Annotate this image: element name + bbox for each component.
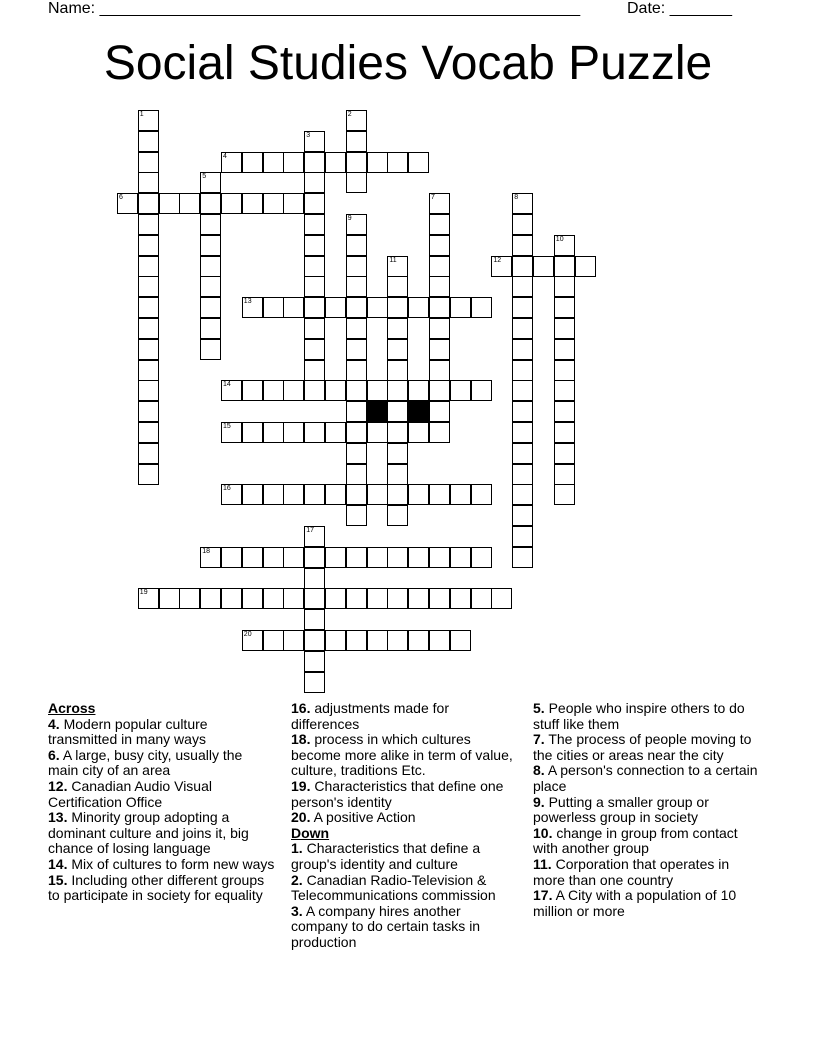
grid-cell[interactable]: [283, 193, 304, 214]
grid-cell[interactable]: [346, 484, 367, 505]
grid-cell[interactable]: [283, 380, 304, 401]
down-heading: Down: [291, 824, 330, 841]
grid-cell[interactable]: [429, 484, 450, 505]
grid-cell[interactable]: [408, 630, 429, 651]
clue-across-4: 4. Modern popular culture transmitted in many ways: [48, 715, 208, 748]
clue-number: 1: [139, 111, 144, 118]
grid-cell[interactable]: [304, 651, 325, 672]
clue-down-17: 17. A City with a population of 10 million or more: [533, 887, 737, 919]
clue-down-5: 5. People who inspire others to do stuff like them: [533, 700, 745, 732]
grid-cell[interactable]: [179, 193, 200, 214]
grid-cell[interactable]: [554, 464, 575, 485]
grid-cell[interactable]: [200, 214, 221, 235]
grid-cell[interactable]: [408, 297, 429, 318]
clue-number: 14: [223, 381, 231, 389]
clue-number: 17: [306, 527, 314, 534]
grid-cell[interactable]: [471, 484, 492, 505]
clue-number: 11: [389, 256, 397, 264]
grid-cell[interactable]: [408, 380, 429, 401]
grid-cell[interactable]: [242, 547, 263, 568]
grid-cell[interactable]: [325, 588, 346, 609]
grid-cell[interactable]: [325, 297, 346, 318]
grid-cell[interactable]: [138, 588, 159, 609]
grid-cell[interactable]: [408, 547, 429, 568]
clue-across-13: 13. Minority group adopting a dominant culture and joins it, big chance of losing language: [48, 809, 249, 857]
grid-cell[interactable]: [221, 380, 242, 401]
grid-cell[interactable]: [554, 380, 575, 401]
grid-cell[interactable]: [263, 484, 284, 505]
grid-cell[interactable]: [346, 505, 367, 526]
grid-cell[interactable]: [387, 297, 408, 318]
grid-cell[interactable]: [450, 588, 471, 609]
grid-cell[interactable]: [450, 547, 471, 568]
grid-cell[interactable]: [408, 422, 429, 443]
grid-cell[interactable]: [325, 547, 346, 568]
clue-down-3: 3. A company hires another company to do certain tasks in production: [291, 902, 481, 950]
clue-down-10: 10. change in group from contact with another group: [533, 824, 738, 857]
grid-cell[interactable]: [138, 318, 159, 339]
grid-cell[interactable]: [387, 443, 408, 464]
grid-cell[interactable]: [200, 339, 221, 360]
grid-cell[interactable]: [138, 152, 159, 173]
grid-cell[interactable]: [138, 443, 159, 464]
grid-cell[interactable]: [429, 339, 450, 360]
grid-cell[interactable]: [512, 318, 533, 339]
grid-cell[interactable]: [450, 484, 471, 505]
grid-cell[interactable]: [554, 235, 575, 256]
grid-cell[interactable]: [512, 193, 533, 214]
grid-cell[interactable]: [429, 318, 450, 339]
grid-cell[interactable]: [554, 484, 575, 505]
grid-cell[interactable]: [325, 484, 346, 505]
grid-cell[interactable]: [512, 214, 533, 235]
grid-cell[interactable]: [200, 547, 221, 568]
grid-cell[interactable]: [242, 380, 263, 401]
grid-cell[interactable]: [221, 588, 242, 609]
grid-cell[interactable]: [263, 152, 284, 173]
grid-cell[interactable]: [387, 256, 408, 277]
grid-cell[interactable]: [138, 297, 159, 318]
grid-cell[interactable]: [304, 214, 325, 235]
grid-cell[interactable]: [429, 235, 450, 256]
grid-cell[interactable]: [346, 339, 367, 360]
grid-cell[interactable]: [138, 235, 159, 256]
clue-number: 7: [431, 194, 435, 202]
grid-cell[interactable]: [200, 318, 221, 339]
clue-number: 19: [139, 589, 148, 597]
grid-cell[interactable]: [304, 609, 325, 630]
grid-cell[interactable]: [554, 339, 575, 360]
grid-cell[interactable]: [408, 588, 429, 609]
grid-cell[interactable]: [283, 547, 304, 568]
grid-cell[interactable]: [387, 422, 408, 443]
grid-cell[interactable]: [242, 297, 263, 318]
clue-across-20: 20. A positive Action: [291, 809, 416, 826]
grid-cell[interactable]: [346, 630, 367, 651]
grid-cell[interactable]: [346, 110, 367, 131]
grid-cell[interactable]: [367, 547, 388, 568]
grid-cell[interactable]: [429, 276, 450, 297]
grid-cell[interactable]: [450, 630, 471, 651]
grid-cell[interactable]: [367, 588, 388, 609]
clue-down-2: 2. Canadian Radio-Television & Telecommunications commission: [291, 871, 496, 904]
clue-across-15: 15. Including other different groups to participate in society for equality: [48, 871, 265, 904]
clue-number: 6: [119, 194, 123, 202]
grid-cell[interactable]: [429, 588, 450, 609]
grid-cell[interactable]: [346, 256, 367, 277]
grid-cell[interactable]: [491, 256, 512, 277]
grid-cell[interactable]: [304, 630, 325, 651]
clue-number: 15: [223, 423, 231, 430]
clue-down-8: 8. A person's connection to a certain place: [533, 762, 758, 794]
grid-cell[interactable]: [429, 547, 450, 568]
grid-cell[interactable]: [450, 297, 471, 318]
grid-cell[interactable]: [346, 276, 367, 297]
grid-cell[interactable]: [429, 193, 450, 214]
grid-cell[interactable]: [387, 339, 408, 360]
grid-cell[interactable]: [221, 193, 242, 214]
date-field: Date: _______: [627, 0, 732, 17]
clue-number: 5: [202, 173, 207, 181]
grid-cell[interactable]: [200, 235, 221, 256]
grid-cell[interactable]: [304, 152, 325, 173]
grid-cell[interactable]: [429, 380, 450, 401]
grid-cell[interactable]: [221, 152, 242, 173]
grid-cell[interactable]: [283, 484, 304, 505]
grid-cell[interactable]: [512, 276, 533, 297]
grid-cell[interactable]: [346, 360, 367, 381]
grid-cell[interactable]: [304, 547, 325, 568]
grid-cell[interactable]: [387, 484, 408, 505]
clue-number: 12: [493, 256, 502, 264]
clue-number: 9: [347, 215, 352, 222]
grid-cell[interactable]: [221, 422, 242, 443]
grid-cell[interactable]: [554, 401, 575, 422]
grid-cell[interactable]: [408, 152, 429, 173]
grid-cell[interactable]: [346, 297, 367, 318]
grid-cell[interactable]: [221, 547, 242, 568]
grid-cell[interactable]: [242, 193, 263, 214]
clue-number: 2: [347, 111, 352, 118]
grid-cell[interactable]: [117, 193, 138, 214]
grid-cell[interactable]: [325, 630, 346, 651]
grid-cell[interactable]: [367, 380, 388, 401]
grid-cell[interactable]: [554, 443, 575, 464]
grid-cell[interactable]: [304, 526, 325, 547]
grid-cell[interactable]: [304, 276, 325, 297]
grid-cell[interactable]: [138, 360, 159, 381]
grid-cell[interactable]: [554, 276, 575, 297]
grid-cell[interactable]: [283, 297, 304, 318]
grid-cell[interactable]: [346, 172, 367, 193]
clues-column-2: [291, 701, 519, 951]
grid-cell[interactable]: [429, 630, 450, 651]
grid-cell[interactable]: [304, 588, 325, 609]
grid-cell[interactable]: [138, 214, 159, 235]
clue-across-12: 12. Canadian Audio Visual Certification Office: [48, 777, 212, 810]
grid-cell[interactable]: [138, 422, 159, 443]
grid-cell[interactable]: [325, 380, 346, 401]
block-cell: [408, 401, 429, 422]
grid-cell[interactable]: [346, 588, 367, 609]
clue-across-16: 16. adjustments made for differences: [291, 700, 449, 732]
grid-cell[interactable]: [304, 235, 325, 256]
grid-cell[interactable]: [512, 505, 533, 526]
grid-cell[interactable]: [533, 256, 554, 277]
grid-cell[interactable]: [304, 131, 325, 152]
grid-cell[interactable]: [512, 256, 533, 277]
grid-cell[interactable]: [263, 380, 284, 401]
grid-cell[interactable]: [242, 484, 263, 505]
grid-cell[interactable]: [346, 214, 367, 235]
grid-cell[interactable]: [138, 172, 159, 193]
grid-cell[interactable]: [387, 380, 408, 401]
grid-cell[interactable]: [304, 360, 325, 381]
grid-cell[interactable]: [346, 547, 367, 568]
clue-across-18: 18. process in which cultures become more alike in term of value, culture, traditions Etc.: [291, 731, 513, 779]
grid-cell[interactable]: [138, 380, 159, 401]
grid-cell[interactable]: [512, 401, 533, 422]
clue-down-9: 9. Putting a smaller group or powerless group in society: [533, 793, 709, 826]
grid-cell[interactable]: [491, 588, 512, 609]
grid-cell[interactable]: [471, 380, 492, 401]
clue-number: 18: [202, 547, 210, 555]
grid-cell[interactable]: [512, 422, 533, 443]
grid-cell[interactable]: [512, 339, 533, 360]
grid-cell[interactable]: [346, 380, 367, 401]
grid-cell[interactable]: [429, 360, 450, 381]
grid-cell[interactable]: [512, 297, 533, 318]
grid-cell[interactable]: [554, 318, 575, 339]
grid-cell[interactable]: [554, 360, 575, 381]
grid-cell[interactable]: [138, 256, 159, 277]
grid-cell[interactable]: [450, 380, 471, 401]
clues-column-1: [48, 701, 276, 904]
grid-cell[interactable]: [512, 235, 533, 256]
grid-cell[interactable]: [325, 422, 346, 443]
grid-cell[interactable]: [242, 422, 263, 443]
name-field: Name: ______________________________________________________: [48, 0, 581, 17]
grid-cell[interactable]: [408, 484, 429, 505]
clue-down-1: 1. Characteristics that define a group's identity and culture: [291, 840, 481, 872]
grid-cell[interactable]: [367, 484, 388, 505]
grid-cell[interactable]: [263, 588, 284, 609]
clue-number: 4: [223, 152, 227, 160]
grid-cell[interactable]: [283, 422, 304, 443]
grid-cell[interactable]: [346, 235, 367, 256]
grid-cell[interactable]: [387, 464, 408, 485]
grid-cell[interactable]: [304, 193, 325, 214]
block-cell: [367, 401, 388, 422]
grid-cell[interactable]: [159, 588, 180, 609]
clue-number: 20: [243, 631, 252, 638]
clue-down-7: 7. The process of people moving to the cities or areas near the city: [533, 731, 752, 763]
grid-cell[interactable]: [346, 443, 367, 464]
grid-cell[interactable]: [263, 547, 284, 568]
grid-cell[interactable]: [367, 422, 388, 443]
grid-cell[interactable]: [304, 380, 325, 401]
grid-cell[interactable]: [325, 152, 346, 173]
grid-cell[interactable]: [429, 297, 450, 318]
grid-cell[interactable]: [304, 297, 325, 318]
grid-cell[interactable]: [200, 193, 221, 214]
grid-cell[interactable]: [200, 588, 221, 609]
grid-cell[interactable]: [221, 484, 242, 505]
grid-cell[interactable]: [471, 588, 492, 609]
grid-cell[interactable]: [575, 256, 596, 277]
grid-cell[interactable]: [367, 630, 388, 651]
grid-cell[interactable]: [512, 547, 533, 568]
grid-cell[interactable]: [242, 588, 263, 609]
clue-across-14: 14. Mix of cultures to form new ways: [48, 855, 275, 872]
grid-cell[interactable]: [138, 464, 159, 485]
grid-cell[interactable]: [387, 505, 408, 526]
clue-number: 3: [306, 131, 311, 139]
clue-number: 16: [223, 485, 231, 493]
grid-cell[interactable]: [263, 193, 284, 214]
grid-cell[interactable]: [263, 422, 284, 443]
grid-cell[interactable]: [471, 297, 492, 318]
grid-cell[interactable]: [367, 152, 388, 173]
grid-cell[interactable]: [304, 422, 325, 443]
grid-cell[interactable]: [429, 214, 450, 235]
grid-cell[interactable]: [512, 360, 533, 381]
grid-cell[interactable]: [283, 588, 304, 609]
grid-cell[interactable]: [554, 422, 575, 443]
grid-cell[interactable]: [512, 526, 533, 547]
grid-cell[interactable]: [429, 422, 450, 443]
grid-cell[interactable]: [179, 588, 200, 609]
clues-column-3: [533, 701, 763, 919]
grid-cell[interactable]: [387, 318, 408, 339]
grid-cell[interactable]: [159, 193, 180, 214]
grid-cell[interactable]: [387, 547, 408, 568]
grid-cell[interactable]: [200, 297, 221, 318]
clue-across-19: 19. Characteristics that define one person's identity: [291, 777, 504, 810]
clue-number: 13: [243, 298, 252, 306]
grid-cell[interactable]: [346, 131, 367, 152]
grid-cell[interactable]: [200, 276, 221, 297]
grid-cell[interactable]: [242, 152, 263, 173]
grid-cell[interactable]: [346, 422, 367, 443]
grid-cell[interactable]: [346, 152, 367, 173]
grid-cell[interactable]: [242, 630, 263, 651]
grid-cell[interactable]: [429, 401, 450, 422]
grid-cell[interactable]: [138, 339, 159, 360]
grid-cell[interactable]: [263, 630, 284, 651]
grid-cell[interactable]: [512, 380, 533, 401]
grid-cell[interactable]: [138, 193, 159, 214]
clue-down-11: 11. Corporation that operates in more than one country: [533, 855, 730, 888]
grid-cell[interactable]: [429, 256, 450, 277]
grid-cell[interactable]: [346, 401, 367, 422]
grid-cell[interactable]: [387, 276, 408, 297]
grid-cell[interactable]: [554, 256, 575, 277]
grid-cell[interactable]: [512, 464, 533, 485]
grid-cell[interactable]: [387, 401, 408, 422]
grid-cell[interactable]: [304, 484, 325, 505]
grid-cell[interactable]: [554, 297, 575, 318]
grid-cell[interactable]: [304, 672, 325, 693]
grid-cell[interactable]: [304, 318, 325, 339]
clue-number: 10: [555, 235, 564, 243]
grid-cell[interactable]: [200, 256, 221, 277]
grid-cell[interactable]: [471, 547, 492, 568]
grid-cell[interactable]: [367, 297, 388, 318]
grid-cell[interactable]: [387, 630, 408, 651]
grid-cell[interactable]: [283, 630, 304, 651]
grid-cell[interactable]: [512, 484, 533, 505]
grid-cell[interactable]: [304, 256, 325, 277]
grid-cell[interactable]: [283, 152, 304, 173]
grid-cell[interactable]: [387, 588, 408, 609]
grid-cell[interactable]: [512, 443, 533, 464]
grid-cell[interactable]: [138, 401, 159, 422]
clue-across-6: 6. A large, busy city, usually the main city of an area: [48, 746, 243, 779]
grid-cell[interactable]: [346, 318, 367, 339]
grid-cell[interactable]: [387, 152, 408, 173]
grid-cell[interactable]: [263, 297, 284, 318]
grid-cell[interactable]: [304, 568, 325, 589]
grid-cell[interactable]: [304, 339, 325, 360]
grid-cell[interactable]: [387, 360, 408, 381]
grid-cell[interactable]: [138, 131, 159, 152]
grid-cell[interactable]: [138, 110, 159, 131]
grid-cell[interactable]: [200, 172, 221, 193]
grid-cell[interactable]: [346, 464, 367, 485]
grid-cell[interactable]: [304, 172, 325, 193]
clue-number: 8: [514, 194, 519, 202]
across-heading: Across: [48, 700, 96, 716]
grid-cell[interactable]: [138, 276, 159, 297]
page-title: Social Studies Vocab Puzzle: [103, 37, 713, 90]
